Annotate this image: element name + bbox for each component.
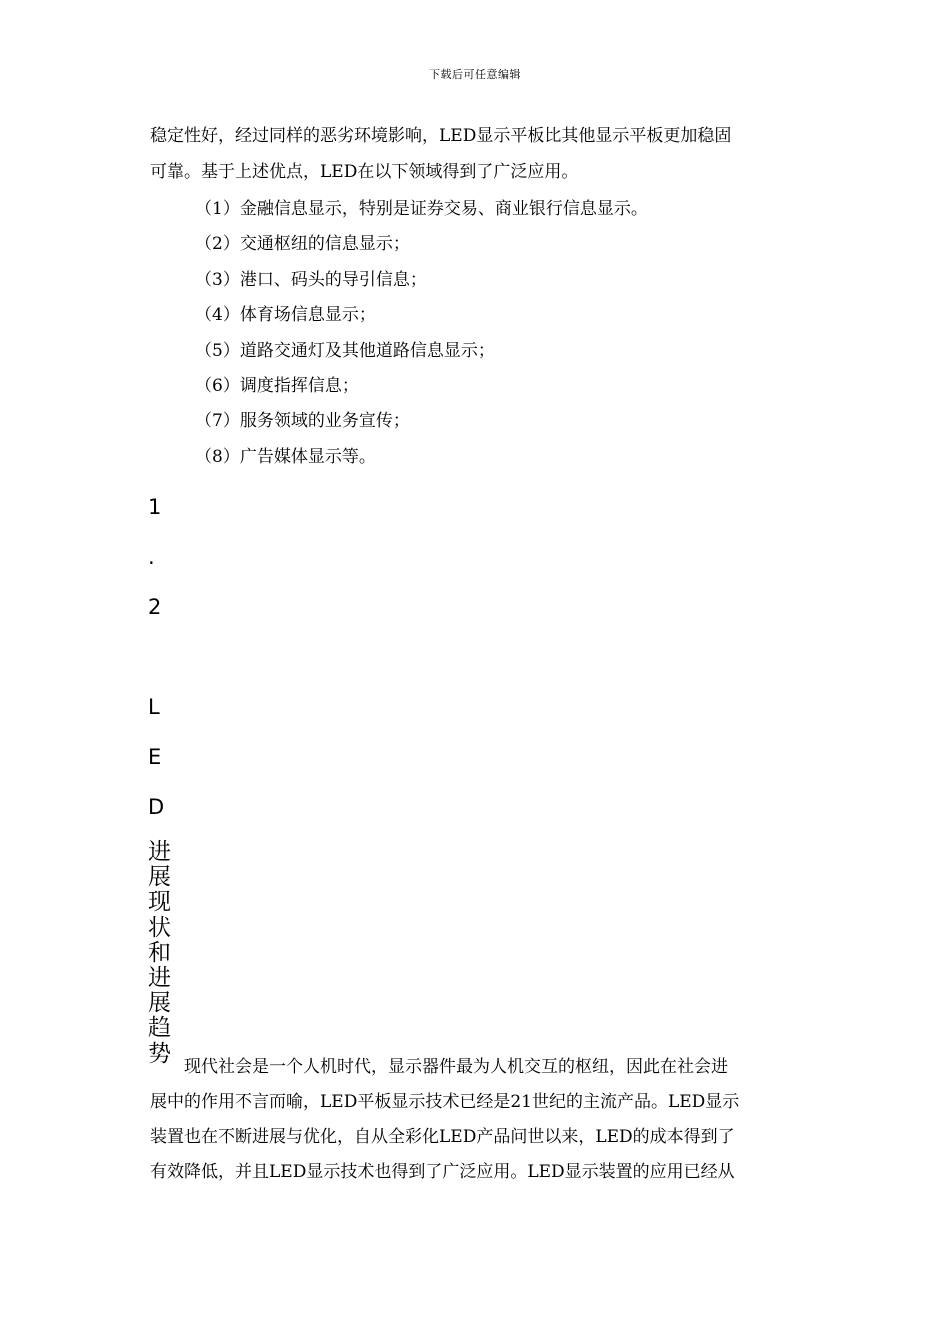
list-item: （5）道路交通灯及其他道路信息显示； — [195, 340, 495, 361]
body-paragraph — [150, 1050, 810, 1190]
body-line: 现代社会是一个人机时代，显示器件最为人机交互的枢纽，因此在社会进 — [184, 1057, 728, 1077]
intro-line: 可靠。基于上述优点，LED在以下领域得到了广泛应用。 — [150, 162, 579, 182]
list-item: （4）体育场信息显示； — [195, 305, 376, 326]
heading-gap — [148, 640, 178, 690]
list-item: （8）广告媒体显示等。 — [195, 446, 376, 467]
list-item: （2）交通枢纽的信息显示； — [195, 234, 410, 255]
heading-char: E — [148, 745, 162, 769]
body-line: 展中的作用不言而喻，LED平板显示技术已经是21世纪的主流产品。LED显示 — [150, 1092, 740, 1112]
heading-cjk-char: 势 — [148, 1040, 171, 1067]
intro-paragraph — [150, 118, 810, 190]
list-item: （1）金融信息显示，特别是证券交易、商业银行信息显示。 — [195, 199, 648, 219]
list-item: （3）港口、码头的导引信息； — [195, 269, 427, 290]
heading-cjk-char: 展 — [148, 864, 171, 891]
intro-line: 稳定性好，经过同样的恶劣环境影响，LED显示平板比其他显示平板更加稳固 — [150, 126, 732, 146]
list-item: （7）服务领域的业务宣传； — [195, 411, 410, 432]
heading-char: 1 — [148, 495, 162, 519]
list-item: （6）调度指挥信息； — [195, 375, 359, 396]
heading-cjk-char: 展 — [148, 990, 171, 1017]
heading-cjk-char: 状 — [148, 914, 171, 941]
page-header-note: 下载后可任意编辑 — [429, 68, 521, 81]
heading-cjk-char: 趋 — [148, 1015, 171, 1042]
heading-cjk-char: 进 — [148, 839, 171, 865]
heading-cjk-char: 和 — [148, 939, 171, 966]
section-heading — [148, 490, 178, 1067]
heading-cjk-char: 现 — [148, 889, 171, 916]
heading-cjk-char: 进 — [148, 964, 171, 991]
body-line: 有效降低，并且LED显示技术也得到了广泛应用。LED显示装置的应用已经从 — [150, 1162, 735, 1182]
heading-char: 2 — [148, 595, 162, 619]
heading-char: L — [148, 695, 160, 719]
body-line: 装置也在不断进展与优化，自从全彩化LED产品问世以来，LED的成本得到了 — [150, 1127, 735, 1147]
heading-char: . — [148, 545, 155, 569]
heading-char: D — [148, 795, 165, 819]
application-list — [195, 192, 648, 475]
